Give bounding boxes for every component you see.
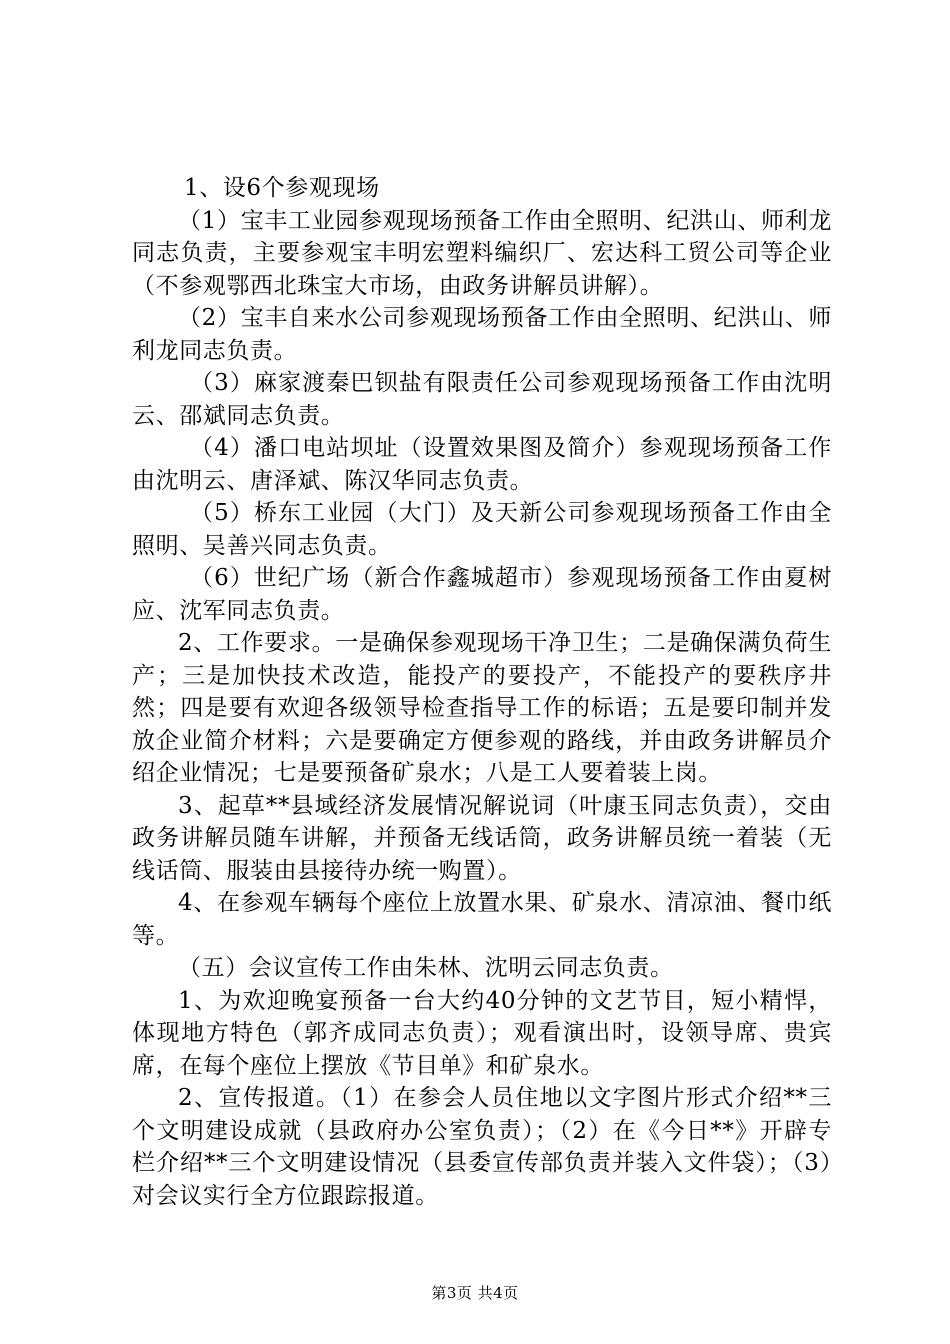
paragraph-6: （5）桥东工业园（大门）及天新公司参观现场预备工作由全照明、吴善兴同志负责。 bbox=[132, 500, 832, 559]
paragraph-5: （4）潘口电站坝址（设置效果图及简介）参观现场预备工作由沈明云、唐泽斌、陈汉华同志负责。 bbox=[132, 435, 832, 494]
paragraph-2: （1）宝丰工业园参观现场预备工作由全照明、纪洪山、师利龙同志负责，主要参观宝丰明宏塑料编织厂、宏达科工贸公司等企业（不参观鄂西北珠宝大市场，由政务讲解员讲解）。 bbox=[132, 207, 832, 299]
paragraph-8: 2、工作要求。一是确保参观现场干净卫生；二是确保满负荷生产；三是加快技术改造，能投产的要投产，不能投产的要秩序井然；四是要有欢迎各级领导检查指导工作的标语；五是要印制并发放企业简介材料；六是要确定方便参观的路线，并由政务讲解员介绍企业情况；七是要预备矿泉水；八是工人要着装上岗。 bbox=[132, 630, 832, 786]
paragraph-10: 4、在参观车辆每个座位上放置水果、矿泉水、清凉油、餐巾纸等。 bbox=[132, 890, 832, 949]
document-body bbox=[132, 172, 832, 1212]
paragraph-4: （3）麻家渡秦巴钡盐有限责任公司参观现场预备工作由沈明云、邵斌同志负责。 bbox=[132, 370, 832, 429]
paragraph-13: 2、宣传报道。（1）在参会人员住地以文字图片形式介绍**三个文明建设成就（县政府办公室负责）；（2）在《今日**》开辟专栏介绍**三个文明建设情况（县委宣传部负责并装入文件袋）；（3）对会议实行全方位跟踪报道。 bbox=[132, 1085, 832, 1209]
paragraph-3: （2）宝丰自来水公司参观现场预备工作由全照明、纪洪山、师利龙同志负责。 bbox=[132, 305, 832, 364]
paragraph-9: 3、起草**县域经济发展情况解说词（叶康玉同志负责），交由政务讲解员随车讲解，并预备无线话筒，政务讲解员统一着装（无线话筒、服装由县接待办统一购置）。 bbox=[132, 792, 832, 884]
page-number-footer: 第3页 共4页 bbox=[431, 1284, 519, 1302]
paragraph-1: 1、设6个参观现场 bbox=[184, 175, 380, 201]
paragraph-7: （6）世纪广场（新合作鑫城超市）参观现场预备工作由夏树应、沈军同志负责。 bbox=[132, 565, 832, 624]
paragraph-12: 1、为欢迎晚宴预备一台大约40分钟的文艺节目，短小精悍，体现地方特色（郭齐成同志负责）；观看演出时，设领导席、贵宾席，在每个座位上摆放《节目单》和矿泉水。 bbox=[132, 987, 832, 1079]
paragraph-11: （五）会议宣传工作由朱林、沈明云同志负责。 bbox=[178, 955, 674, 981]
